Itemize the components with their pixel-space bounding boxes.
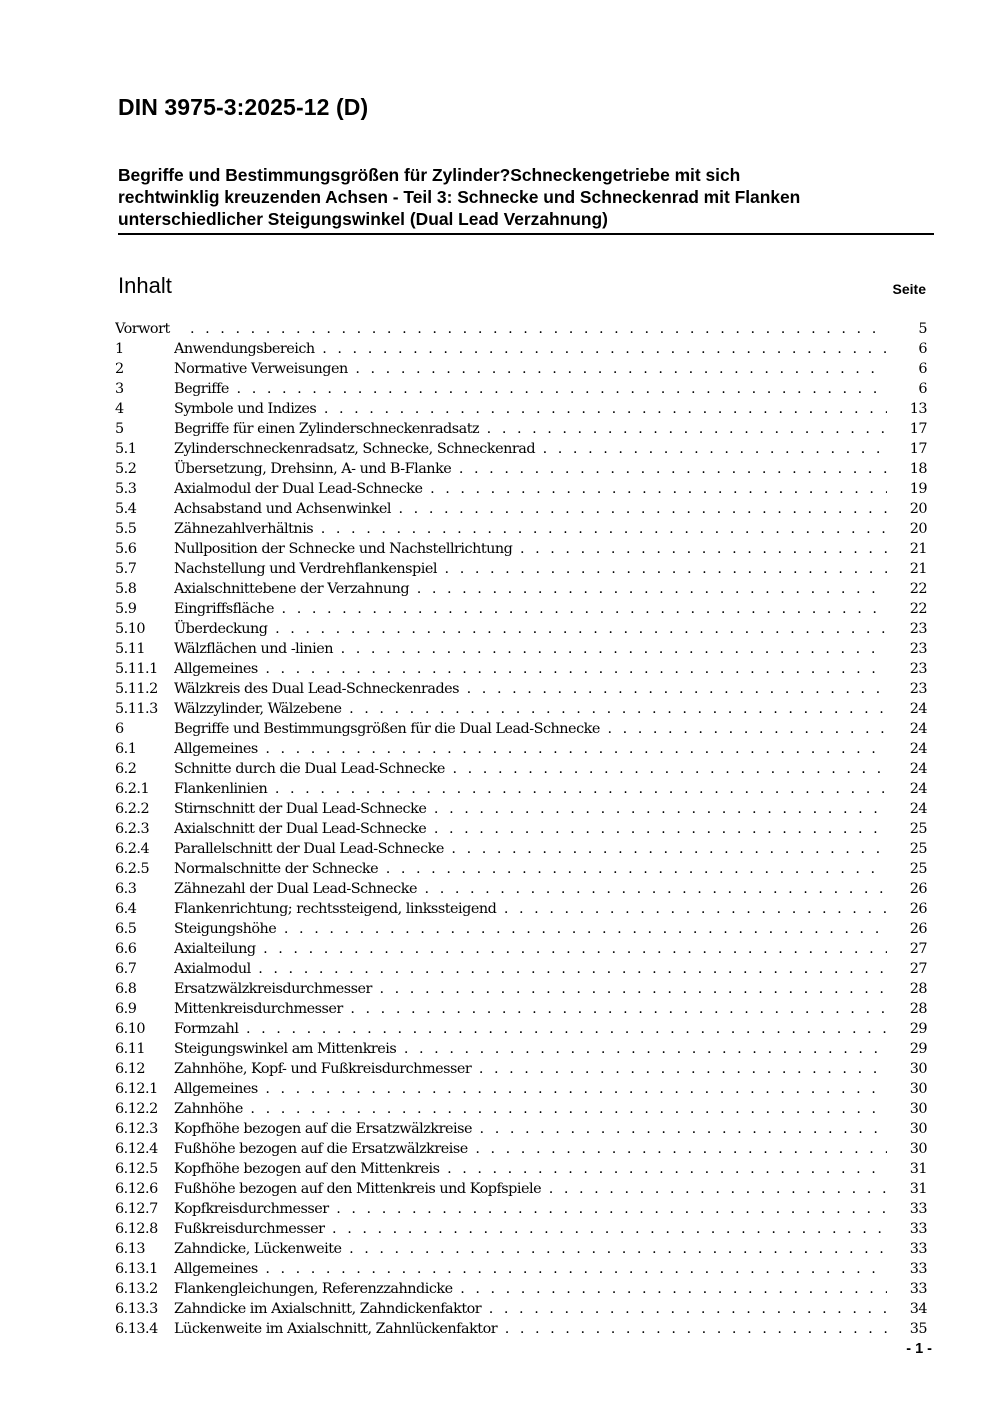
toc-entry-number: 6.4 xyxy=(115,901,137,917)
toc-entry[interactable] xyxy=(115,459,927,479)
toc-entry[interactable] xyxy=(115,559,927,579)
toc-entry[interactable] xyxy=(115,639,927,659)
toc-entry-title: Wälzkreis des Dual Lead-Schneckenrades . . . xyxy=(174,679,887,699)
toc-entry-number: 6.2 xyxy=(115,761,137,777)
toc-entry[interactable] xyxy=(115,719,927,739)
toc-entry-page: 29 xyxy=(887,1019,927,1039)
toc-entry-page: 18 xyxy=(887,459,927,479)
toc-entry-page: 6 xyxy=(887,379,927,399)
toc-entry-number: 6.12.3 xyxy=(115,1121,158,1137)
toc-entry-title: Allgemeines . . . xyxy=(174,659,887,679)
toc-entry-number: 6.13 xyxy=(115,1241,146,1257)
toc-entry-page: 17 xyxy=(887,439,927,459)
toc-entry[interactable] xyxy=(115,1299,927,1319)
toc-entry[interactable] xyxy=(115,1119,927,1139)
toc-entry-number: 5.9 xyxy=(115,601,137,617)
toc-entry-number: 6.1 xyxy=(115,741,137,757)
toc-entry-page: 29 xyxy=(887,1039,927,1059)
toc-entry[interactable] xyxy=(115,979,927,999)
toc-entry[interactable] xyxy=(115,479,927,499)
toc-entry-page: 25 xyxy=(887,819,927,839)
toc-entry-number: 5.10 xyxy=(115,621,146,637)
toc-entry-page: 35 xyxy=(887,1319,927,1339)
toc-entry-title: Stirnschnitt der Dual Lead-Schnecke . . . xyxy=(174,799,887,819)
toc-entry-title: Allgemeines . . . xyxy=(174,739,887,759)
toc-entry[interactable] xyxy=(115,359,927,379)
toc-entry-number: 5.11.2 xyxy=(115,681,158,697)
toc-entry[interactable] xyxy=(115,619,927,639)
page-column-label: Seite xyxy=(892,281,926,297)
toc-entry-page: 26 xyxy=(887,879,927,899)
toc-entry[interactable] xyxy=(115,999,927,1019)
toc-entry[interactable] xyxy=(115,659,927,679)
toc-entry-title: Flankenrichtung; rechtssteigend, linkssteigend . . . xyxy=(174,899,887,919)
toc-entry-number: 6.2.5 xyxy=(115,861,150,877)
toc-entry[interactable] xyxy=(115,419,927,439)
toc-entry-number: 5.3 xyxy=(115,481,137,497)
toc-entry[interactable] xyxy=(115,439,927,459)
toc-entry-title: Zahndicke, Lückenweite . . . xyxy=(174,1239,887,1259)
toc-entry-number: 5.2 xyxy=(115,461,137,477)
toc-entry[interactable] xyxy=(115,339,927,359)
toc-entry[interactable] xyxy=(115,839,927,859)
toc-entry[interactable] xyxy=(115,319,927,339)
toc-entry-page: 28 xyxy=(887,999,927,1019)
toc-entry-number: 6.12.5 xyxy=(115,1161,158,1177)
toc-entry-number: 6.12.4 xyxy=(115,1141,158,1157)
toc-entry-title: Zähnezahlverhältnis . . . xyxy=(174,519,887,539)
toc-entry-title: Wälzzylinder, Wälzebene . . . xyxy=(174,699,887,719)
toc-entry-number: 6.5 xyxy=(115,921,137,937)
toc-entry-page: 33 xyxy=(887,1199,927,1219)
toc-entry[interactable] xyxy=(115,919,927,939)
toc-entry-number: 5.7 xyxy=(115,561,137,577)
toc-entry-title: Flankenlinien . . . xyxy=(174,779,887,799)
toc-entry[interactable] xyxy=(115,379,927,399)
toc-entry-page: 21 xyxy=(887,539,927,559)
toc-entry-title: Begriffe und Bestimmungsgrößen für die Dual Lead-Schnecke . . . xyxy=(174,719,887,739)
toc-entry-number: 5.6 xyxy=(115,541,137,557)
toc-entry-title: Mittenkreisdurchmesser . . . xyxy=(174,999,887,1019)
document-title-line: Begriffe und Bestimmungsgrößen für Zylinder?Schneckengetriebe mit sich xyxy=(118,165,741,185)
toc-entry-title: Begriffe . . . xyxy=(174,379,887,399)
toc-entry-title: Fußkreisdurchmesser . . . xyxy=(174,1219,887,1239)
toc-entry-title: Schnitte durch die Dual Lead-Schnecke . . . xyxy=(174,759,887,779)
toc-entry[interactable] xyxy=(115,699,927,719)
toc-entry-title: Anwendungsbereich . . . xyxy=(174,339,887,359)
toc-entry-number: 6.12 xyxy=(115,1061,146,1077)
toc-entry-number: 5.5 xyxy=(115,521,137,537)
document-title-line: unterschiedlicher Steigungswinkel (Dual Lead Verzahnung) xyxy=(118,209,608,229)
toc-entry[interactable] xyxy=(115,759,927,779)
toc-entry-title: Eingriffsfläche . . . xyxy=(174,599,887,619)
toc-entry-number: 6.12.1 xyxy=(115,1081,158,1097)
toc-entry-title: Achsabstand und Achsenwinkel . . . xyxy=(174,499,887,519)
toc-entry-title: Ersatzwälzkreisdurchmesser . . . xyxy=(174,979,887,999)
toc-entry-page: 25 xyxy=(887,859,927,879)
toc-entry-number: 6.12.6 xyxy=(115,1181,158,1197)
toc-entry[interactable] xyxy=(115,1239,927,1259)
toc-entry[interactable] xyxy=(115,399,927,419)
toc-entry[interactable] xyxy=(115,1179,927,1199)
toc-entry[interactable] xyxy=(115,579,927,599)
toc-entry-title: Steigungshöhe . . . xyxy=(174,919,887,939)
toc-entry-number: 6.8 xyxy=(115,981,137,997)
toc-entry-page: 26 xyxy=(887,919,927,939)
toc-entry-page: 33 xyxy=(887,1239,927,1259)
toc-entry-title: Fußhöhe bezogen auf den Mittenkreis und Kopfspiele . . . xyxy=(174,1179,887,1199)
toc-entry-number: 5.11.3 xyxy=(115,701,158,717)
toc-entry[interactable] xyxy=(115,959,927,979)
toc-entry-title: Kopfhöhe bezogen auf die Ersatzwälzkreise . . . xyxy=(174,1119,887,1139)
document-id: DIN 3975-3:2025-12 (D) xyxy=(118,94,369,120)
toc-entry-page: 30 xyxy=(887,1079,927,1099)
toc-entry-title: Zahnhöhe . . . xyxy=(174,1099,887,1119)
toc-entry[interactable] xyxy=(115,1319,927,1339)
toc-entry-page: 23 xyxy=(887,639,927,659)
toc-entry-title: Nachstellung und Verdrehflankenspiel . . . xyxy=(174,559,887,579)
table-of-contents xyxy=(115,319,927,1339)
toc-entry[interactable] xyxy=(115,779,927,799)
toc-entry-number: 4 xyxy=(115,401,124,417)
toc-entry-title: Fußhöhe bezogen auf die Ersatzwälzkreise . . . xyxy=(174,1139,887,1159)
toc-entry-page: 13 xyxy=(887,399,927,419)
toc-entry-page: 22 xyxy=(887,599,927,619)
page-number: - 1 - xyxy=(906,1341,932,1357)
toc-entry-page: 23 xyxy=(887,619,927,639)
toc-entry-page: 30 xyxy=(887,1059,927,1079)
toc-entry-title xyxy=(190,319,887,339)
toc-entry-number: 6.13.1 xyxy=(115,1261,158,1277)
toc-entry[interactable] xyxy=(115,1199,927,1219)
toc-entry[interactable] xyxy=(115,739,927,759)
toc-entry-number: 6.10 xyxy=(115,1021,146,1037)
toc-entry[interactable] xyxy=(115,939,927,959)
toc-entry-title: Übersetzung, Drehsinn, A- und B-Flanke . . . xyxy=(174,459,887,479)
toc-entry-title: Flankengleichungen, Referenzzahndicke . . . xyxy=(174,1279,887,1299)
toc-entry-number: 6.11 xyxy=(115,1041,146,1057)
toc-entry[interactable] xyxy=(115,519,927,539)
toc-entry-page: 24 xyxy=(887,759,927,779)
toc-entry[interactable] xyxy=(115,599,927,619)
toc-entry-page: 23 xyxy=(887,659,927,679)
toc-entry-page: 24 xyxy=(887,799,927,819)
toc-entry-title: Zahndicke im Axialschnitt, Zahndickenfaktor . . . xyxy=(174,1299,887,1319)
toc-entry-title: Axialschnittebene der Verzahnung . . . xyxy=(174,579,887,599)
toc-entry-number: 6.6 xyxy=(115,941,137,957)
toc-entry[interactable] xyxy=(115,1159,927,1179)
toc-entry-title: Axialmodul . . . xyxy=(174,959,887,979)
toc-entry[interactable] xyxy=(115,1019,927,1039)
toc-entry-page: 24 xyxy=(887,699,927,719)
toc-entry-page: 27 xyxy=(887,939,927,959)
toc-entry-page: 5 xyxy=(887,319,927,339)
toc-entry-number: 5.8 xyxy=(115,581,137,597)
toc-entry-title: Begriffe für einen Zylinderschneckenradsatz . . . xyxy=(174,419,887,439)
toc-entry-page: 6 xyxy=(887,359,927,379)
toc-entry[interactable] xyxy=(115,499,927,519)
toc-entry-number: 1 xyxy=(115,341,124,357)
toc-entry-number: 5.4 xyxy=(115,501,137,517)
toc-entry-page: 30 xyxy=(887,1139,927,1159)
toc-entry[interactable] xyxy=(115,799,927,819)
toc-entry-number: 6.7 xyxy=(115,961,137,977)
document-title-line: rechtwinklig kreuzenden Achsen - Teil 3: Schnecke und Schneckenrad mit Flanken xyxy=(118,187,801,207)
toc-entry-title: Kopfhöhe bezogen auf den Mittenkreis . . . xyxy=(174,1159,887,1179)
toc-entry[interactable] xyxy=(115,1039,927,1059)
toc-entry[interactable] xyxy=(115,819,927,839)
toc-entry-page: 6 xyxy=(887,339,927,359)
toc-entry-number: Vorwort xyxy=(115,321,170,337)
toc-entry[interactable] xyxy=(115,539,927,559)
toc-entry-page: 31 xyxy=(887,1179,927,1199)
toc-entry-number: 6.12.2 xyxy=(115,1101,158,1117)
toc-entry-page: 31 xyxy=(887,1159,927,1179)
toc-entry-number: 5.1 xyxy=(115,441,137,457)
toc-entry-number: 5 xyxy=(115,421,124,437)
toc-entry-page: 20 xyxy=(887,519,927,539)
toc-entry-number: 3 xyxy=(115,381,124,397)
toc-entry-title: Überdeckung . . . xyxy=(174,619,887,639)
toc-entry-number: 2 xyxy=(115,361,124,377)
toc-entry[interactable] xyxy=(115,1279,927,1299)
toc-entry-number: 6.9 xyxy=(115,1001,137,1017)
toc-entry-page: 21 xyxy=(887,559,927,579)
toc-entry[interactable] xyxy=(115,1139,927,1159)
toc-entry-page: 27 xyxy=(887,959,927,979)
toc-entry-number: 6.13.3 xyxy=(115,1301,158,1317)
toc-entry-page: 22 xyxy=(887,579,927,599)
toc-entry-title: Normalschnitte der Schnecke . . . xyxy=(174,859,887,879)
toc-entry-page: 24 xyxy=(887,779,927,799)
toc-entry-page: 20 xyxy=(887,499,927,519)
toc-entry-page: 24 xyxy=(887,719,927,739)
toc-entry[interactable] xyxy=(115,1259,927,1279)
toc-entry-number: 6.3 xyxy=(115,881,137,897)
toc-entry-title: Axialschnitt der Dual Lead-Schnecke . . . xyxy=(174,819,887,839)
toc-entry-title: Lückenweite im Axialschnitt, Zahnlückenfaktor . . . xyxy=(174,1319,887,1339)
toc-entry-title: Steigungswinkel am Mittenkreis . . . xyxy=(174,1039,887,1059)
toc-entry[interactable] xyxy=(115,859,927,879)
toc-entry-title: Formzahl . . . xyxy=(174,1019,887,1039)
toc-entry-number: 6.2.2 xyxy=(115,801,150,817)
toc-entry-title: Zahnhöhe, Kopf- und Fußkreisdurchmesser . . . xyxy=(174,1059,887,1079)
toc-entry-page: 34 xyxy=(887,1299,927,1319)
toc-entry-title: Kopfkreisdurchmesser . . . xyxy=(174,1199,887,1219)
toc-entry-number: 6 xyxy=(115,721,124,737)
toc-entry-title: Zylinderschneckenradsatz, Schnecke, Schneckenrad . . . xyxy=(174,439,887,459)
toc-entry-title: Normative Verweisungen . . . xyxy=(174,359,887,379)
toc-entry-number: 6.13.4 xyxy=(115,1321,158,1337)
toc-entry-page: 26 xyxy=(887,899,927,919)
toc-entry-number: 6.2.1 xyxy=(115,781,150,797)
toc-entry-number: 5.11.1 xyxy=(115,661,158,677)
toc-entry-page: 24 xyxy=(887,739,927,759)
toc-entry-number: 5.11 xyxy=(115,641,146,657)
toc-entry-title: Zähnezahl der Dual Lead-Schnecke . . . xyxy=(174,879,887,899)
toc-entry-page: 33 xyxy=(887,1259,927,1279)
toc-entry-page: 17 xyxy=(887,419,927,439)
toc-entry-title: Allgemeines . . . xyxy=(174,1079,887,1099)
toc-entry-title: Allgemeines . . . xyxy=(174,1259,887,1279)
toc-entry-number: 6.13.2 xyxy=(115,1281,158,1297)
toc-entry-title: Symbole und Indizes . . . xyxy=(174,399,887,419)
toc-entry-number: 6.12.7 xyxy=(115,1201,158,1217)
toc-entry[interactable] xyxy=(115,1079,927,1099)
toc-entry-page: 30 xyxy=(887,1099,927,1119)
toc-entry-page: 30 xyxy=(887,1119,927,1139)
toc-entry-page: 33 xyxy=(887,1219,927,1239)
document-title xyxy=(118,164,934,235)
toc-entry-number: 6.12.8 xyxy=(115,1221,158,1237)
toc-entry-page: 28 xyxy=(887,979,927,999)
toc-entry-number: 6.2.3 xyxy=(115,821,150,837)
toc-entry-title: Parallelschnitt der Dual Lead-Schnecke . . . xyxy=(174,839,887,859)
toc-entry[interactable] xyxy=(115,899,927,919)
toc-heading: Inhalt xyxy=(118,273,172,298)
toc-entry[interactable] xyxy=(115,1059,927,1079)
toc-entry-page: 33 xyxy=(887,1279,927,1299)
toc-entry-page: 23 xyxy=(887,679,927,699)
toc-entry-page: 25 xyxy=(887,839,927,859)
toc-entry-title: Axialteilung . . . xyxy=(174,939,887,959)
toc-entry-title: Axialmodul der Dual Lead-Schnecke . . . xyxy=(174,479,887,499)
toc-entry[interactable] xyxy=(115,1219,927,1239)
toc-entry[interactable] xyxy=(115,1099,927,1119)
toc-entry[interactable] xyxy=(115,879,927,899)
toc-entry-title: Nullposition der Schnecke und Nachstellrichtung . . . xyxy=(174,539,887,559)
toc-entry-page: 19 xyxy=(887,479,927,499)
toc-entry[interactable] xyxy=(115,679,927,699)
toc-entry-title: Wälzflächen und -linien . . . xyxy=(174,639,887,659)
toc-entry-number: 6.2.4 xyxy=(115,841,150,857)
